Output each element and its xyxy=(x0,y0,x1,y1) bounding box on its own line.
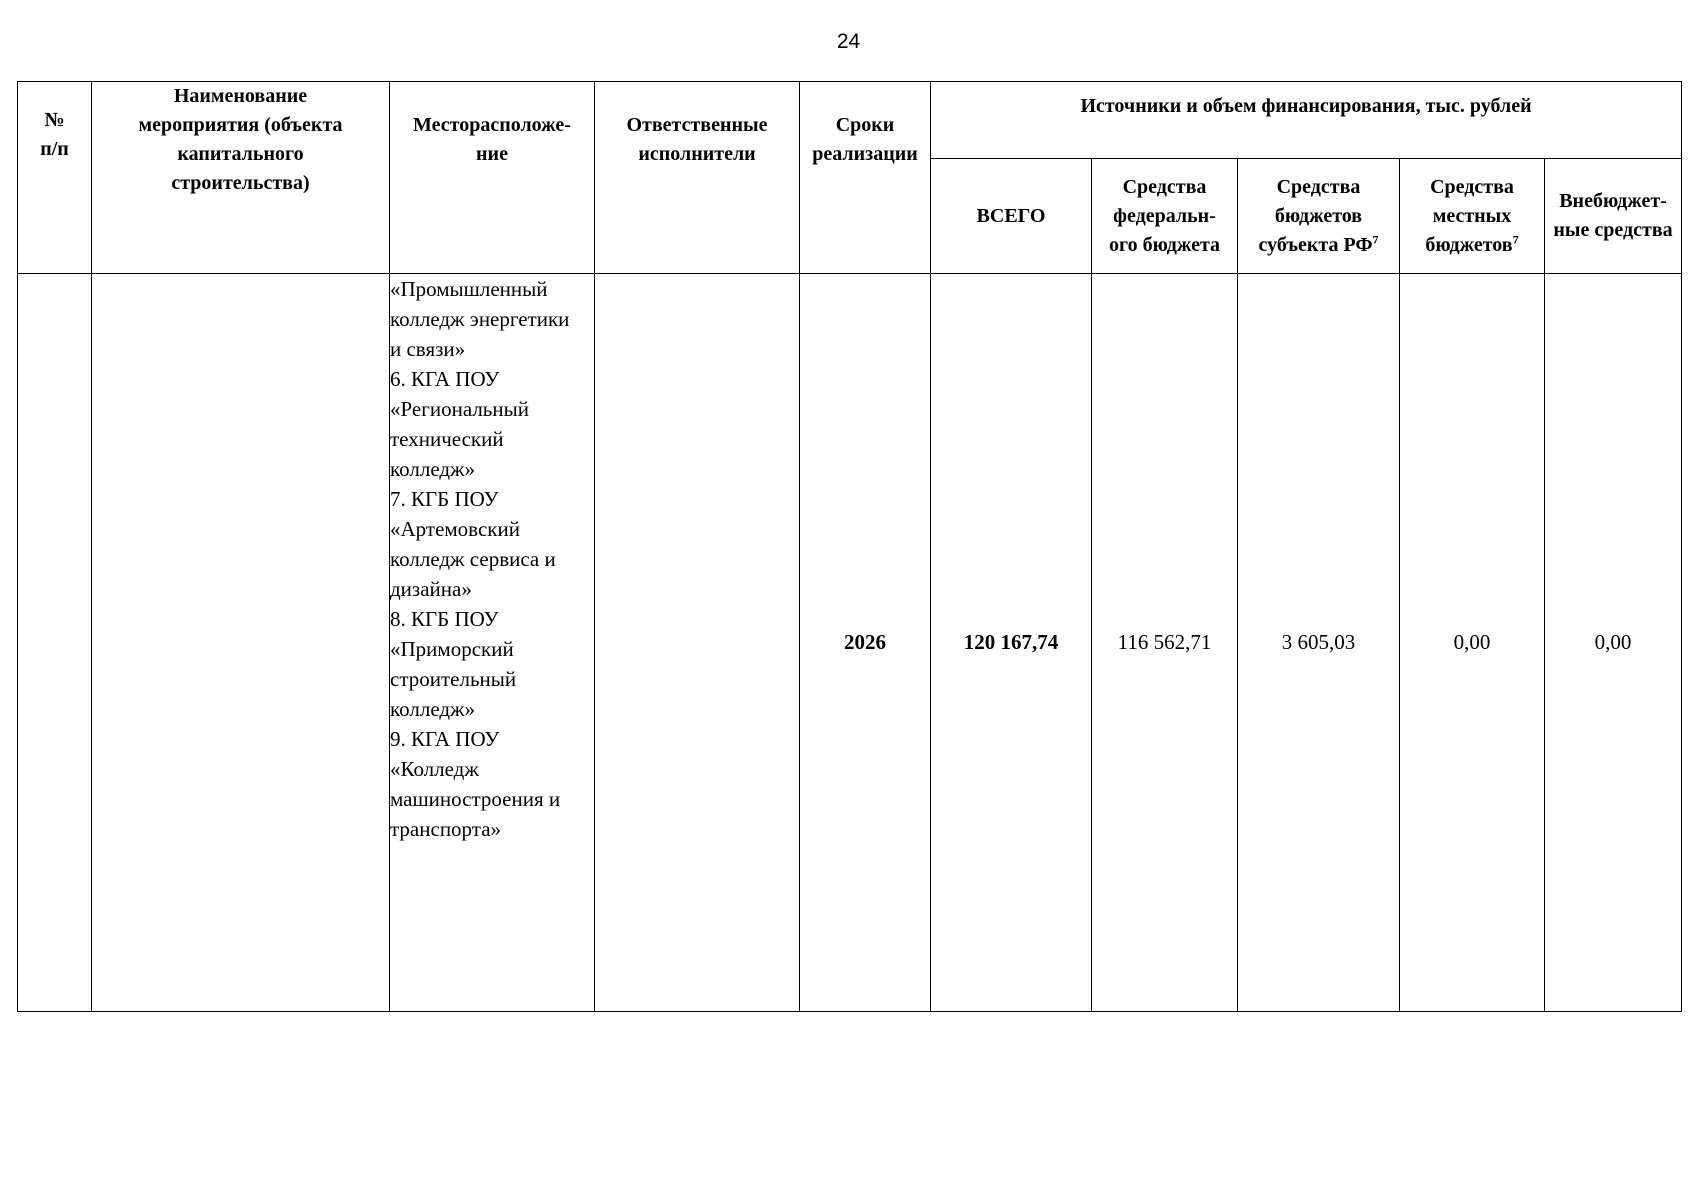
footnote-mark: 7 xyxy=(1372,231,1379,246)
cell-event-name xyxy=(92,274,390,1012)
header-federal-budget: Средства федеральн- ого бюджета xyxy=(1092,159,1238,274)
footnote-mark: 7 xyxy=(1512,231,1519,246)
header-financing-sources: Источники и объем финансирования, тыс. рублей xyxy=(931,82,1682,159)
header-responsible: Ответственные исполнители xyxy=(595,82,800,274)
header-extrabudgetary: Внебюджет- ные средства xyxy=(1545,159,1682,274)
header-subject-budget: Средства бюджетов субъекта $РФ^7$ xyxy=(1238,159,1400,274)
cell-number xyxy=(18,274,92,1012)
header-number: № п/п xyxy=(18,82,92,274)
cell-federal-budget: 116 562,71 xyxy=(1092,274,1238,1012)
cell-subject-budget: 3 605,03 xyxy=(1238,274,1400,1012)
cell-location: «Промышленный колледж энергетики и связи» 6. КГА ПОУ «Региональный технический колледж» 7. КГБ ПОУ «Артемовский колледж сервиса и дизайна» 8. КГБ ПОУ «Приморский строительный колледж» 9. КГА ПОУ «Колледж машиностроения и транспорта» xyxy=(390,274,595,1012)
cell-local-budget: 0,00 xyxy=(1400,274,1545,1012)
cell-terms: 2026 xyxy=(800,274,931,1012)
header-total: ВСЕГО xyxy=(931,159,1092,274)
header-location: Месторасположе- ние xyxy=(390,82,595,274)
cell-responsible xyxy=(595,274,800,1012)
financing-table xyxy=(17,81,1682,1012)
header-local-budget: Средства местных бюджетов$^7$ xyxy=(1400,159,1545,274)
header-event-name: Наименование мероприятия (объекта капитального строительства) xyxy=(92,82,390,274)
cell-extrabudgetary: 0,00 xyxy=(1545,274,1682,1012)
table-row xyxy=(18,274,1682,1012)
header-terms: Сроки реализации xyxy=(800,82,931,274)
page-number: 24 xyxy=(836,30,861,53)
cell-total: 120 167,74 xyxy=(931,274,1092,1012)
